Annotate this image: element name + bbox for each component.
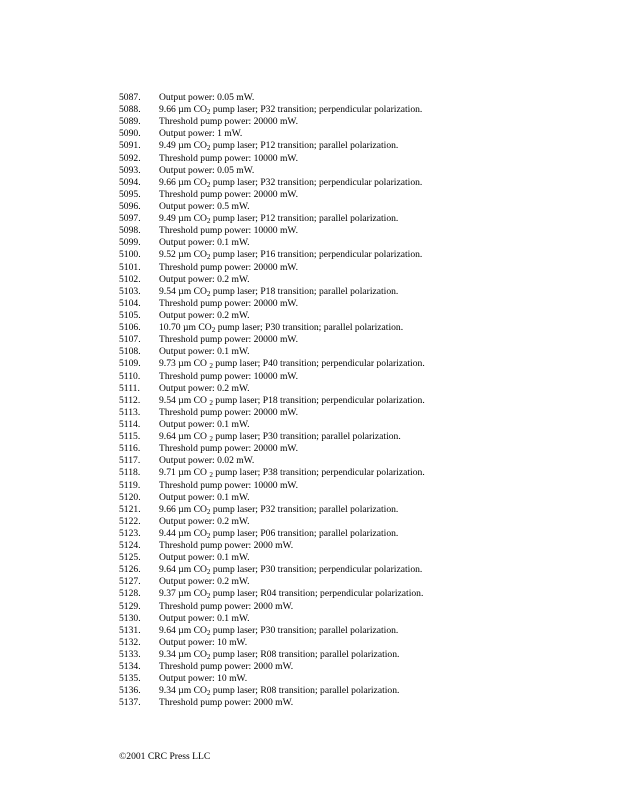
co2-subscript: 2 — [206, 568, 211, 577]
note-text: Threshold pump power: 10000 mW. — [159, 225, 299, 237]
note-text: Output power: 10 mW. — [159, 673, 248, 685]
note-number: 5101. — [119, 261, 141, 273]
note-line — [119, 443, 589, 455]
note-text — [159, 395, 589, 407]
note-text: Threshold pump power: 2000 mW. — [159, 697, 294, 709]
note-text: Output power: 0.2 mW. — [159, 273, 250, 285]
note-text-pre: 9.64 µm CO — [159, 564, 207, 576]
note-number: 5093. — [119, 164, 141, 176]
note-line — [119, 455, 589, 467]
note-line — [119, 322, 589, 334]
note-line — [119, 564, 589, 576]
co2-subscript: 2 — [209, 435, 213, 444]
note-number: 5089. — [119, 116, 141, 128]
note-text-pre: 9.66 µm CO — [159, 104, 207, 116]
note-text-post: pump laser; P30 transition; perpendicular polarization. — [210, 564, 423, 576]
note-line — [119, 140, 589, 152]
note-number: 5092. — [119, 152, 141, 164]
note-number: 5126. — [119, 564, 141, 576]
note-line — [119, 407, 589, 419]
note-line — [119, 128, 589, 140]
note-text-post: pump laser; R08 transition; parallel polarization. — [210, 685, 400, 697]
note-text — [159, 358, 589, 370]
co2-subscript: 2 — [206, 253, 211, 262]
note-line — [119, 649, 589, 661]
note-number: 5100. — [119, 249, 141, 261]
note-text: Output power: 10 mW. — [159, 636, 248, 648]
notes-list — [119, 92, 589, 710]
note-number: 5117. — [119, 455, 141, 467]
note-line — [119, 346, 589, 358]
note-text — [159, 431, 589, 443]
note-line — [119, 540, 589, 552]
note-text — [159, 649, 589, 661]
note-line — [119, 213, 589, 225]
note-text-post: pump laser; P32 transition; parallel polarization. — [210, 503, 399, 515]
note-line — [119, 177, 589, 189]
note-text-post: pump laser; P38 transition; perpendicular polarization. — [212, 467, 425, 479]
note-line — [119, 165, 589, 177]
note-number: 5121. — [119, 503, 141, 515]
note-text: Threshold pump power: 20000 mW. — [159, 261, 299, 273]
note-text-pre: 9.34 µm CO — [159, 649, 207, 661]
note-number: 5133. — [119, 649, 141, 661]
note-number: 5137. — [119, 697, 141, 709]
note-line — [119, 358, 589, 370]
note-number: 5091. — [119, 140, 141, 152]
note-line — [119, 673, 589, 685]
note-text-post: pump laser; P40 transition; perpendicular polarization. — [212, 358, 425, 370]
note-text: Output power: 0.1 mW. — [159, 552, 250, 564]
note-text: Output power: 0.02 mW. — [159, 455, 255, 467]
note-number: 5116. — [119, 443, 141, 455]
note-text — [159, 504, 589, 516]
note-text-post: pump laser; P12 transition; parallel polarization. — [210, 213, 399, 225]
note-number: 5094. — [119, 176, 141, 188]
note-text: Threshold pump power: 20000 mW. — [159, 443, 299, 455]
note-number: 5096. — [119, 200, 141, 212]
note-text: Output power: 0.1 mW. — [159, 491, 250, 503]
note-line — [119, 334, 589, 346]
co2-subscript: 2 — [209, 471, 213, 480]
note-number: 5090. — [119, 128, 141, 140]
note-text-pre: 9.49 µm CO — [159, 140, 207, 152]
note-line — [119, 189, 589, 201]
co2-subscript: 2 — [206, 592, 211, 601]
note-line — [119, 262, 589, 274]
note-line — [119, 310, 589, 322]
note-line — [119, 371, 589, 383]
note-number: 5131. — [119, 624, 141, 636]
note-text-post: pump laser; R04 transition; perpendicular polarization. — [210, 588, 424, 600]
note-text-post: pump laser; P16 transition; perpendicular polarization. — [210, 249, 423, 261]
note-line — [119, 298, 589, 310]
note-number: 5134. — [119, 661, 141, 673]
note-text — [159, 528, 589, 540]
note-text-pre: 9.44 µm CO — [159, 527, 207, 539]
note-text — [159, 140, 589, 152]
note-line — [119, 528, 589, 540]
note-number: 5109. — [119, 358, 141, 370]
note-line — [119, 588, 589, 600]
note-line — [119, 480, 589, 492]
co2-subscript: 2 — [206, 144, 211, 153]
note-line — [119, 576, 589, 588]
note-text: Output power: 0.1 mW. — [159, 346, 250, 358]
note-number: 5114. — [119, 418, 141, 430]
note-text: Threshold pump power: 2000 mW. — [159, 540, 294, 552]
note-text-pre: 9.71 µm CO — [159, 467, 210, 479]
note-number: 5130. — [119, 612, 141, 624]
note-text — [159, 177, 589, 189]
note-number: 5132. — [119, 636, 141, 648]
note-text-post: pump laser; P18 transition; perpendicular polarization. — [212, 394, 425, 406]
note-text — [159, 467, 589, 479]
note-number: 5111. — [119, 382, 140, 394]
note-line — [119, 286, 589, 298]
co2-subscript: 2 — [206, 653, 211, 662]
note-text: Threshold pump power: 10000 mW. — [159, 370, 299, 382]
note-text: Threshold pump power: 20000 mW. — [159, 406, 299, 418]
note-number: 5124. — [119, 540, 141, 552]
note-number: 5110. — [119, 370, 141, 382]
note-number: 5113. — [119, 406, 141, 418]
note-line — [119, 625, 589, 637]
note-line — [119, 552, 589, 564]
note-number: 5118. — [119, 467, 141, 479]
note-text: Output power: 0.05 mW. — [159, 92, 255, 103]
note-line — [119, 492, 589, 504]
note-line — [119, 116, 589, 128]
note-text: Threshold pump power: 2000 mW. — [159, 600, 294, 612]
note-text-pre: 9.66 µm CO — [159, 503, 207, 515]
note-number: 5129. — [119, 600, 141, 612]
note-text-post: pump laser; P30 transition; parallel polarization. — [212, 431, 401, 443]
co2-subscript: 2 — [206, 180, 211, 189]
note-number: 5088. — [119, 104, 141, 116]
note-line — [119, 504, 589, 516]
note-text: Output power: 0.2 mW. — [159, 515, 250, 527]
note-line — [119, 274, 589, 286]
note-text-pre: 10.70 µm CO — [159, 322, 212, 334]
co2-subscript: 2 — [206, 689, 211, 698]
note-text-post: pump laser; P12 transition; parallel polarization. — [210, 140, 399, 152]
note-text: Threshold pump power: 20000 mW. — [159, 297, 299, 309]
co2-subscript: 2 — [206, 289, 211, 298]
note-number: 5102. — [119, 273, 141, 285]
note-number: 5128. — [119, 588, 141, 600]
note-number: 5120. — [119, 491, 141, 503]
copyright-footer: ©2001 CRC Press LLC — [119, 751, 211, 762]
note-number: 5123. — [119, 527, 141, 539]
note-text — [159, 685, 589, 697]
note-text: Output power: 0.2 mW. — [159, 576, 250, 588]
note-line — [119, 637, 589, 649]
note-text: Threshold pump power: 20000 mW. — [159, 334, 299, 346]
note-text: Threshold pump power: 10000 mW. — [159, 152, 299, 164]
co2-subscript: 2 — [209, 362, 213, 371]
note-text: Threshold pump power: 10000 mW. — [159, 479, 299, 491]
note-text-post: pump laser; P30 transition; parallel polarization. — [210, 624, 399, 636]
note-line — [119, 383, 589, 395]
note-number: 5095. — [119, 188, 141, 200]
note-line — [119, 431, 589, 443]
note-line — [119, 201, 589, 213]
co2-subscript: 2 — [206, 217, 211, 226]
note-text-pre: 9.52 µm CO — [159, 249, 207, 261]
note-number: 5087. — [119, 92, 141, 103]
note-number: 5098. — [119, 225, 141, 237]
note-number: 5127. — [119, 576, 141, 588]
note-line — [119, 685, 589, 697]
note-line — [119, 419, 589, 431]
note-text-pre: 9.66 µm CO — [159, 176, 207, 188]
co2-subscript: 2 — [206, 108, 211, 117]
note-line — [119, 613, 589, 625]
note-text — [159, 564, 589, 576]
note-number: 5122. — [119, 515, 141, 527]
note-line — [119, 661, 589, 673]
note-text-pre: 9.49 µm CO — [159, 213, 207, 225]
note-number: 5136. — [119, 685, 141, 697]
note-text-post: pump laser; P30 transition; parallel polarization. — [215, 322, 404, 334]
note-line — [119, 104, 589, 116]
note-text: Threshold pump power: 20000 mW. — [159, 116, 299, 128]
note-text — [159, 588, 589, 600]
co2-subscript: 2 — [206, 507, 211, 516]
co2-subscript: 2 — [209, 398, 213, 407]
note-number: 5108. — [119, 346, 141, 358]
note-text-pre: 9.64 µm CO — [159, 624, 207, 636]
co2-subscript: 2 — [206, 628, 211, 637]
note-text-post: pump laser; P18 transition; parallel polarization. — [210, 285, 399, 297]
co2-subscript: 2 — [206, 531, 211, 540]
note-number: 5097. — [119, 213, 141, 225]
note-number: 5125. — [119, 552, 141, 564]
note-text-pre: 9.64 µm CO — [159, 431, 210, 443]
note-line — [119, 516, 589, 528]
note-line — [119, 249, 589, 261]
note-line — [119, 601, 589, 613]
note-line — [119, 92, 589, 104]
co2-subscript: 2 — [211, 326, 216, 335]
note-number: 5103. — [119, 285, 141, 297]
note-text: Threshold pump power: 2000 mW. — [159, 661, 294, 673]
note-text-pre: 9.37 µm CO — [159, 588, 207, 600]
note-text-post: pump laser; R08 transition; parallel polarization. — [210, 649, 400, 661]
note-text — [159, 286, 589, 298]
note-text-post: pump laser; P32 transition; perpendicular polarization. — [210, 176, 423, 188]
note-line — [119, 225, 589, 237]
note-text: Output power: 0.2 mW. — [159, 309, 250, 321]
note-number: 5119. — [119, 479, 141, 491]
note-line — [119, 697, 589, 709]
note-text-pre: 9.54 µm CO — [159, 285, 207, 297]
note-text: Output power: 1 mW. — [159, 128, 243, 140]
note-text: Output power: 0.2 mW. — [159, 382, 250, 394]
note-text-pre: 9.34 µm CO — [159, 685, 207, 697]
note-number: 5135. — [119, 673, 141, 685]
note-line — [119, 467, 589, 479]
note-line — [119, 237, 589, 249]
note-number: 5104. — [119, 297, 141, 309]
note-text: Output power: 0.1 mW. — [159, 418, 250, 430]
note-text-post: pump laser; P32 transition; perpendicular polarization. — [210, 104, 423, 116]
note-text: Output power: 0.1 mW. — [159, 612, 250, 624]
note-number: 5105. — [119, 309, 141, 321]
note-text — [159, 213, 589, 225]
note-line — [119, 153, 589, 165]
note-text — [159, 249, 589, 261]
note-text — [159, 322, 589, 334]
note-number: 5115. — [119, 431, 141, 443]
note-text: Output power: 0.05 mW. — [159, 164, 255, 176]
note-text: Output power: 0.5 mW. — [159, 200, 250, 212]
note-text-pre: 9.73 µm CO — [159, 358, 210, 370]
note-text — [159, 625, 589, 637]
note-number: 5106. — [119, 322, 141, 334]
note-text: Output power: 0.1 mW. — [159, 237, 250, 249]
note-text: Threshold pump power: 20000 mW. — [159, 188, 299, 200]
note-number: 5112. — [119, 394, 141, 406]
note-text-pre: 9.54 µm CO — [159, 394, 210, 406]
note-text-post: pump laser; P06 transition; parallel polarization. — [210, 527, 399, 539]
note-number: 5099. — [119, 237, 141, 249]
note-text — [159, 104, 589, 116]
note-number: 5107. — [119, 334, 141, 346]
note-line — [119, 395, 589, 407]
